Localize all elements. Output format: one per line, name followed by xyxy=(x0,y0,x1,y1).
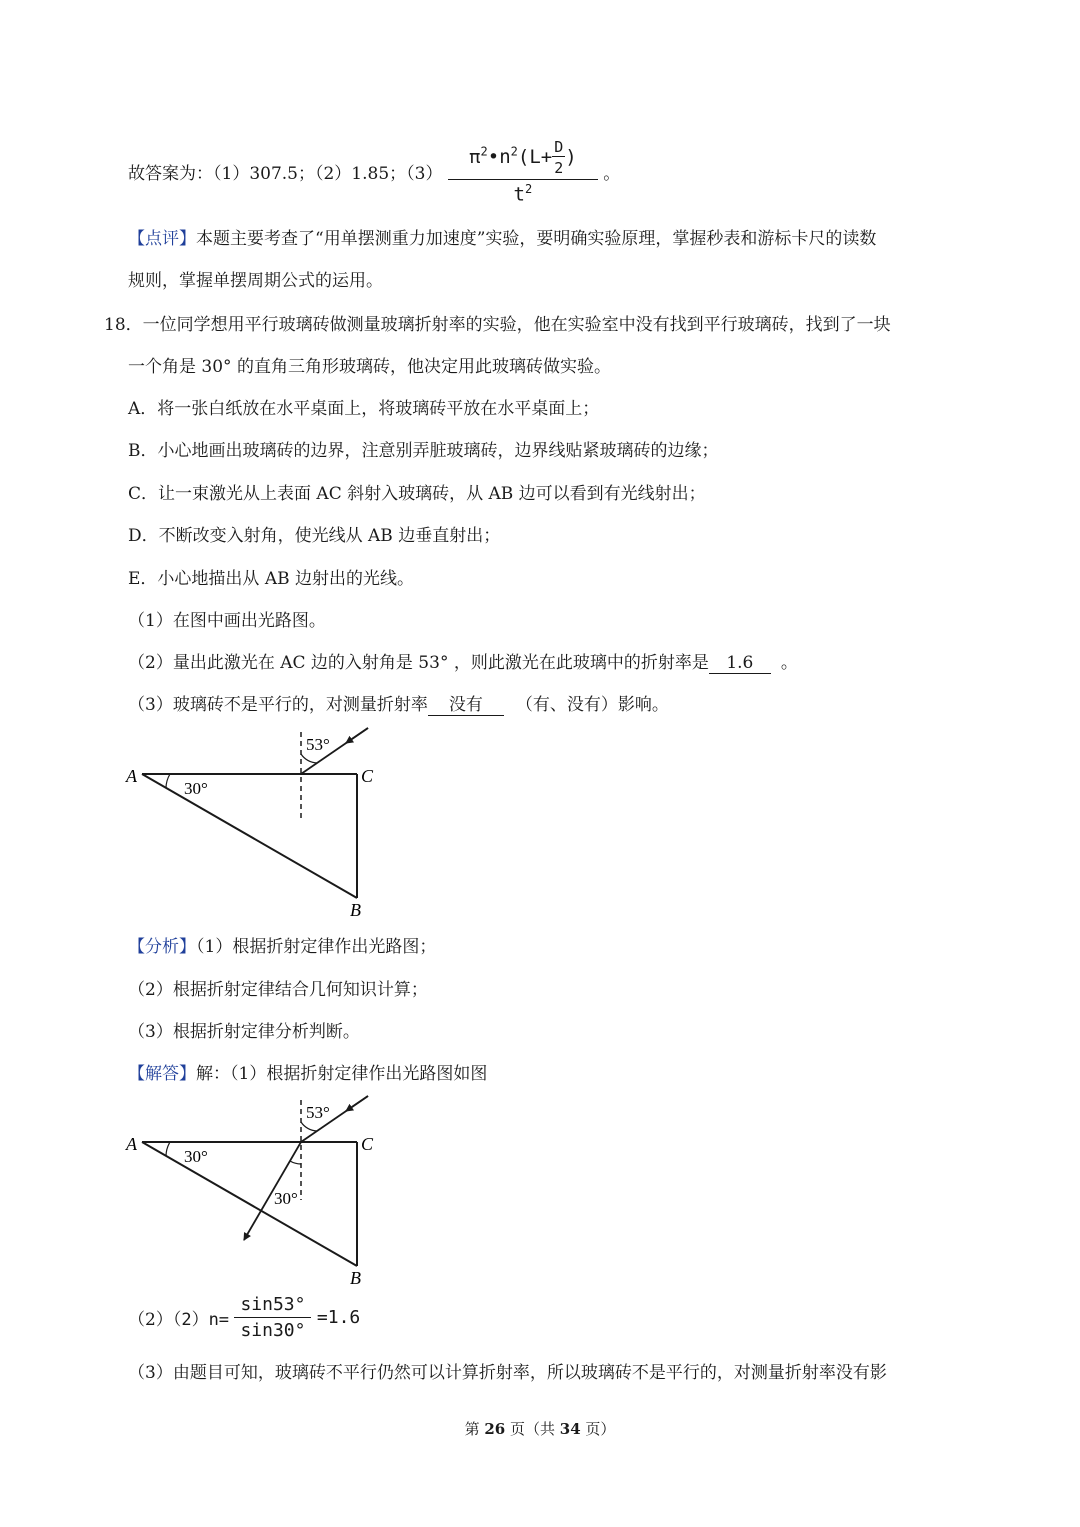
prism-figure-2 xyxy=(120,1090,400,1290)
incident-arrow xyxy=(346,728,368,743)
label-a: A xyxy=(126,766,137,786)
analysis-line-2: （2）根据折射定律结合几何知识计算； xyxy=(128,980,428,1000)
solution-line-1: 【解答】解：（1）根据折射定律作出光路图如图 xyxy=(128,1064,488,1084)
sub-question-2: （2）量出此激光在 AC 边的入射角是 53° ，则此激光在此玻璃中的折射率是 1.6 。 xyxy=(128,653,798,673)
incident-arrow xyxy=(346,1096,368,1111)
label-c: C xyxy=(361,1134,374,1154)
review-tag: 【点评】 xyxy=(128,229,196,249)
answer-suffix: 。 xyxy=(603,164,621,185)
step-a: A．将一张白纸放在水平桌面上，将玻璃砖平放在水平桌面上； xyxy=(128,399,600,419)
equation-numerator: sin53° xyxy=(234,1294,311,1318)
edge-ab xyxy=(142,774,357,898)
page-total: 34 xyxy=(559,1420,581,1438)
label-b: B xyxy=(350,900,361,920)
step-e: E．小心地描出从 AB 边射出的光线。 xyxy=(128,569,414,589)
label-b: B xyxy=(350,1268,361,1288)
page-number: 26 xyxy=(484,1420,506,1438)
analysis-line-3: （3）根据折射定律分析判断。 xyxy=(128,1022,360,1042)
sub-question-1: （1）在图中画出光路图。 xyxy=(128,611,326,631)
question-stem-line-2: 一个角是 30° 的直角三角形玻璃砖，他决定用此玻璃砖做实验。 xyxy=(128,357,611,377)
angle-arc-a xyxy=(166,1142,170,1156)
question-number: 18． xyxy=(104,315,143,335)
solution-tag: 【解答】 xyxy=(128,1064,196,1084)
solution-line-3: （3）由题目可知，玻璃砖不平行仍然可以计算折射率，所以玻璃砖不是平行的，对测量折射率没有影 xyxy=(128,1363,887,1383)
step-d: D．不断改变入射角，使光线从 AB 边垂直射出； xyxy=(128,526,501,546)
angle-incidence-label: 53° xyxy=(306,1103,330,1122)
solution-equation xyxy=(128,1294,360,1348)
prism-figure-1 xyxy=(120,722,400,922)
equation-denominator: sin30° xyxy=(240,1320,306,1341)
equation-prefix: （2）（2）n= xyxy=(128,1310,230,1330)
formula-d-over-2: $\frac{D}{2}$ xyxy=(554,138,564,177)
label-c: C xyxy=(361,766,374,786)
label-a: A xyxy=(126,1134,137,1154)
angle-arc-incidence xyxy=(301,1122,317,1131)
answer-line xyxy=(128,138,620,208)
answer-effect: 没有 xyxy=(428,695,504,716)
answer-prefix: 故答案为：（1）307.5；（2）1.85；（3） xyxy=(128,164,443,185)
equation-result: =1.6 xyxy=(316,1307,361,1328)
formula-pi: π xyxy=(469,146,481,168)
edge-ab xyxy=(142,1142,357,1266)
angle-arc-a xyxy=(166,774,170,788)
angle-incidence-label: 53° xyxy=(306,735,330,754)
page-footer: 第 26 页（共 34 页） xyxy=(464,1420,616,1438)
sub-question-3: （3）玻璃砖不是平行的，对测量折射率 没有 （有、没有）影响。 xyxy=(128,695,669,715)
angle-arc-incidence xyxy=(301,754,317,763)
answer-refractive-index: 1.6 xyxy=(709,653,771,674)
question-stem-line-1: 18．一位同学想用平行玻璃砖做测量玻璃折射率的实验，他在实验室中没有找到平行玻璃砖，找到了一块 xyxy=(104,315,891,335)
angle-a-label: 30° xyxy=(184,779,208,798)
equation-fraction xyxy=(234,1294,311,1341)
angle-a-label: 30° xyxy=(184,1147,208,1166)
step-b: B．小心地画出玻璃砖的边界，注意别弄脏玻璃砖，边界线贴紧玻璃砖的边缘； xyxy=(128,441,719,461)
angle-arc-refraction xyxy=(290,1161,301,1164)
review-line-2: 规则，掌握单摆周期公式的运用。 xyxy=(128,271,383,291)
analysis-tag: 【分析】 xyxy=(128,937,196,957)
angle-refraction-label: 30° xyxy=(274,1189,298,1208)
review-line-1: 【点评】本题主要考查了“用单摆测重力加速度”实验，要明确实验原理，掌握秒表和游标卡尺的读数 xyxy=(128,229,877,249)
step-c: C．让一束激光从上表面 AC 斜射入玻璃砖，从 AB 边可以看到有光线射出； xyxy=(128,484,706,504)
analysis-line-1: 【分析】（1）根据折射定律作出光路图； xyxy=(128,937,437,957)
pendulum-formula: $\pi^2•n^2(L+$ $\frac{D}{2}$ ) $t^2$ xyxy=(448,138,598,205)
